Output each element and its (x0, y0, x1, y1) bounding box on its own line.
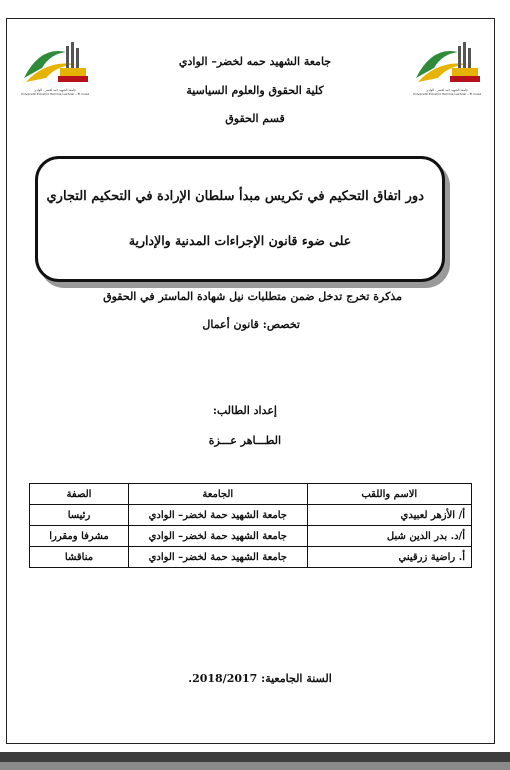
faculty-name: كلية الحقوق والعلوم السياسية (186, 84, 324, 97)
specialty: تخصص: قانون أعمال (202, 318, 300, 331)
jury-table (29, 483, 472, 568)
table-row (30, 505, 472, 526)
jury-member-university: جامعة الشهيد حمة لخضر– الوادي (129, 547, 308, 568)
footer-bar (0, 752, 510, 762)
jury-member-university: جامعة الشهيد حمة لخضر– الوادي (129, 526, 308, 547)
column-header-role: الصفة (30, 484, 129, 505)
jury-table-header-row (30, 484, 472, 505)
student-name: الطـــاهر عـــزة (208, 434, 281, 447)
thesis-title-box (35, 156, 445, 282)
memo-purpose: مذكرة تخرج تدخل ضمن متطلبات نيل شهادة الماستر في الحقوق (103, 290, 402, 303)
academic-year (160, 672, 360, 685)
logo-caption-french: Université Echahid Hamma Lakhdar - El Oued (20, 92, 90, 96)
jury-member-name: أ. راضية زرقيني (307, 547, 471, 568)
university-name: جامعة الشهيد حمه لخضر– الوادي (178, 55, 332, 68)
academic-year-label: السنة الجامعية: (261, 672, 332, 685)
thesis-title-main: دور اتفاق التحكيم في تكريس مبدأ سلطان الإرادة في التحكيم التجاري (46, 189, 424, 204)
jury-member-name: أ/د. بدر الدين شبل (307, 526, 471, 547)
academic-year-value: 2018/2017. (188, 672, 258, 685)
jury-member-role: مشرفا ومقررا (30, 526, 129, 547)
prepared-by-label: إعداد الطالب: (212, 404, 277, 417)
jury-member-role: رئيسا (30, 505, 129, 526)
logo-caption-arabic: جامعة الشهيد حمه لخضر - الوادي (34, 88, 76, 92)
thesis-title-subtitle: على ضوء قانون الإجراءات المدنية والإدارية (128, 233, 352, 248)
table-row (30, 526, 472, 547)
logo-caption-french: Université Echahid Hamma Lakhdar - El Oued (412, 92, 482, 96)
column-header-university: الجامعة (129, 484, 308, 505)
page-border (6, 18, 495, 744)
footer-bar-shadow (0, 762, 510, 770)
jury-member-name: أ/ الأزهر لعبيدي (307, 505, 471, 526)
department-name: قسم الحقوق (225, 112, 285, 125)
logo-caption-arabic: جامعة الشهيد حمه لخضر - الوادي (426, 88, 468, 92)
jury-member-role: مناقشا (30, 547, 129, 568)
column-header-name: الاسم واللقب (307, 484, 471, 505)
table-row (30, 547, 472, 568)
jury-member-university: جامعة الشهيد حمة لخضر– الوادي (129, 505, 308, 526)
